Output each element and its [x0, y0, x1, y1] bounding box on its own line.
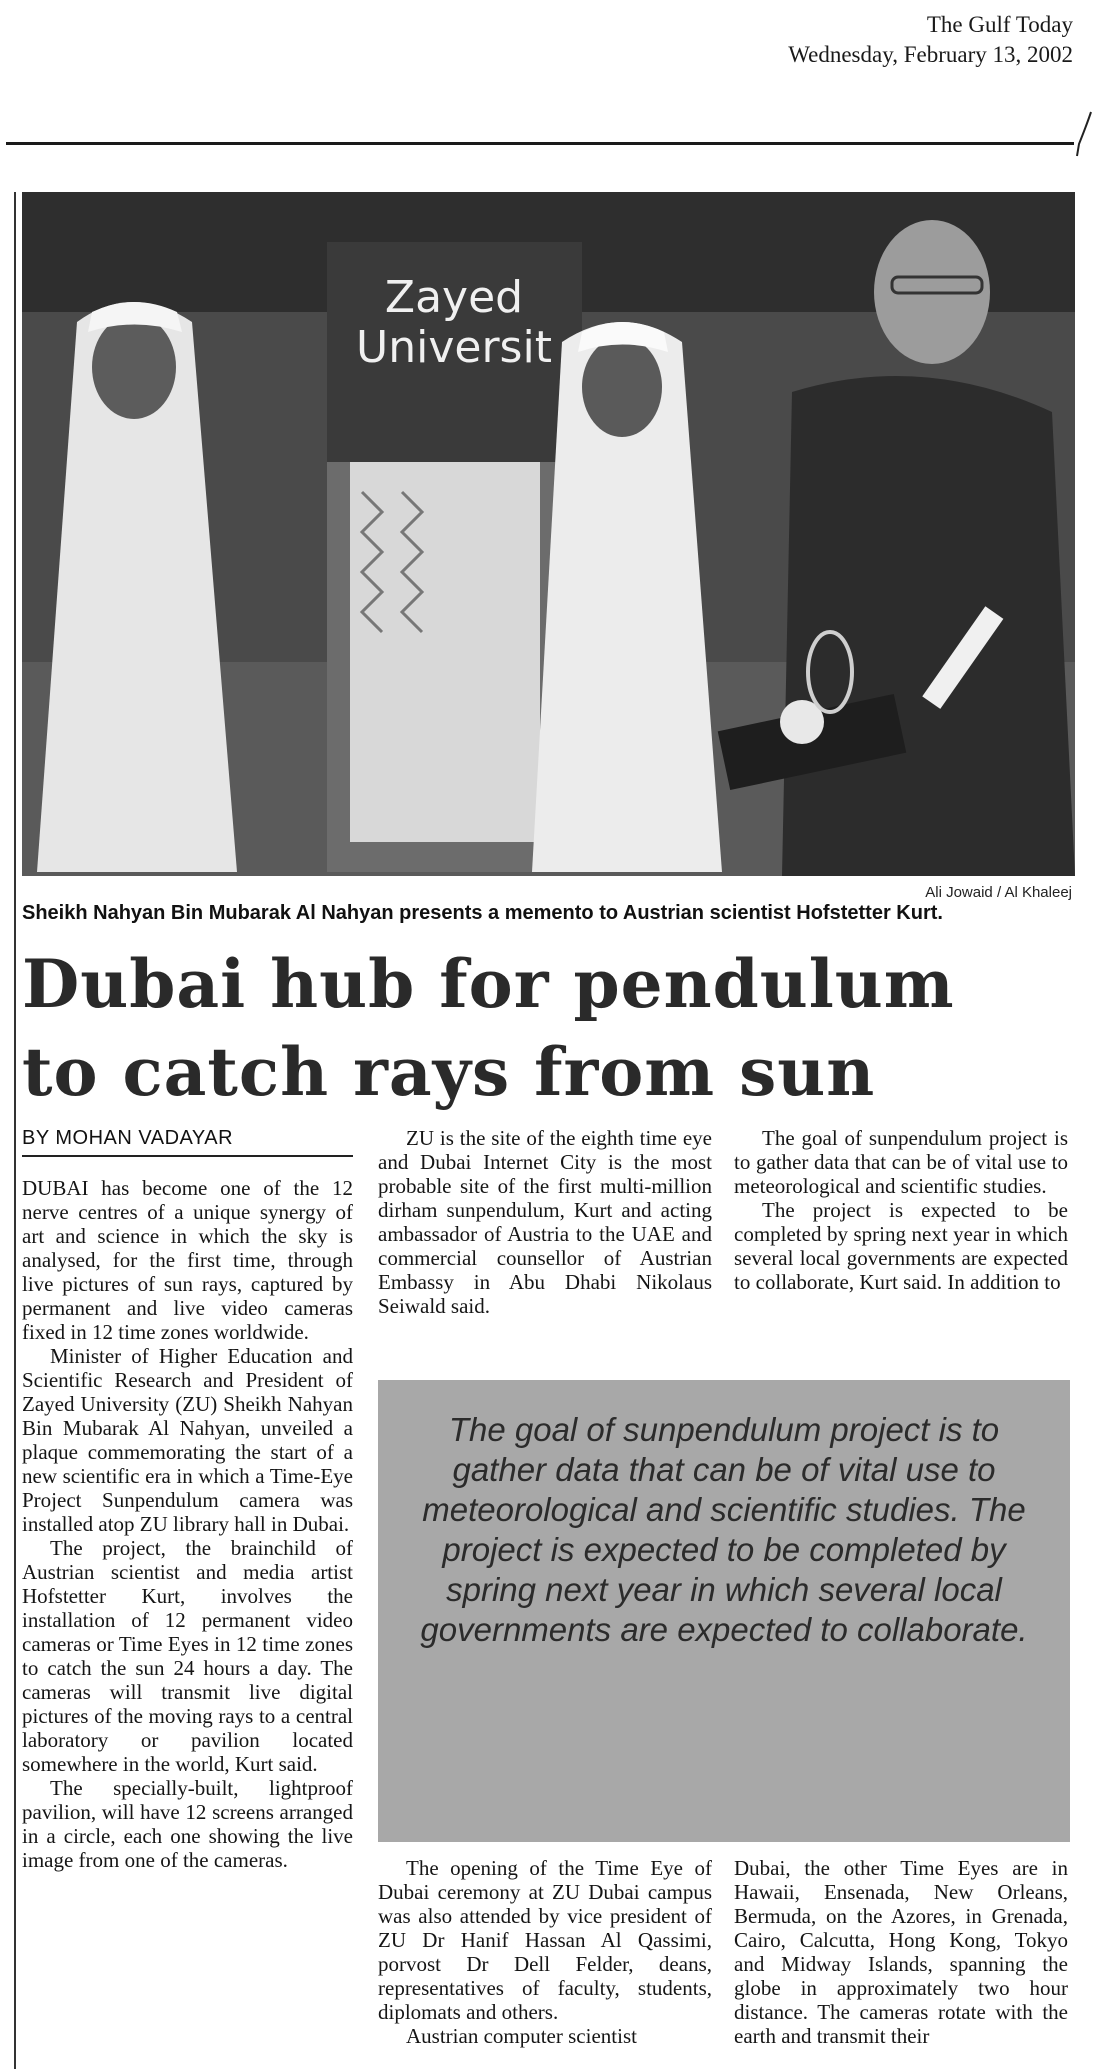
column-border [14, 192, 16, 2069]
paragraph: Austrian computer scientist [406, 2024, 637, 2048]
column-2-top [378, 1126, 712, 1318]
publication-name: The Gulf Today [926, 12, 1073, 37]
paragraph: ZU is the site of the eighth time eye and Dubai Internet City is the most probable site of the first multi-million dirham sunpendulum, Kurt and acting ambassador of Austria to the UAE and commercial counsellor of Austrian Embassy in Abu Dhabi Nikolaus Seiwald said. [378, 1126, 712, 1318]
banner-text-line2: Universit [356, 322, 552, 373]
publication-date: Wednesday, February 13, 2002 [788, 42, 1073, 67]
photo-caption: Sheikh Nahyan Bin Mubarak Al Nahyan presents a memento to Austrian scientist Hofstetter Kurt. [22, 902, 943, 924]
column-3-top [734, 1126, 1068, 1294]
pen-mark-icon [1075, 110, 1093, 158]
byline-rule [22, 1155, 353, 1157]
masthead [788, 10, 1073, 70]
paragraph: The project is expected to be completed by spring next year in which several local governments are expected to collaborate, Kurt said. In addition to [734, 1198, 1068, 1294]
paragraph: The specially-built, lightproof pavilion, will have 12 screens arranged in a circle, each one showing the live image from one of the cameras. [22, 1776, 353, 1872]
news-photo [22, 192, 1075, 876]
paragraph: Dubai, the other Time Eyes are in Hawaii, Ensenada, New Orleans, Bermuda, on the Azores, in Grenada, Cairo, Calcutta, Hong Kong, Tokyo and Midway Islands, spanning the globe in approximately two hour distance. The cameras rotate with the earth and transmit their [734, 1856, 1068, 2048]
photo-credit: Ali Jowaid / Al Khaleej [925, 884, 1072, 901]
column-3-bottom [734, 1856, 1068, 2048]
paragraph: Minister of Higher Education and Scientific Research and President of Zayed University (ZU) Sheikh Nahyan Bin Mubarak Al Nahyan, unveiled a plaque commemorating the start of a new scientific era in which a Time-Eye Project Sunpendulum camera was installed atop ZU library hall in Dubai. [22, 1344, 353, 1536]
headline [22, 940, 1075, 1116]
paragraph: The opening of the Time Eye of Dubai ceremony at ZU Dubai campus was also attended by vice president of ZU Dr Hanif Hassan Al Qassimi, porvost Dr Dell Felder, deans, representatives of faculty, students, diplomats and others. [378, 1856, 712, 2024]
pull-quote: The goal of sunpendulum project is to gather data that can be of vital use to meteorological and scientific studies. The project is expected to be completed by spring next year in which several local governments are expected to collaborate. [378, 1380, 1070, 1842]
byline: BY MOHAN VADAYAR [22, 1127, 234, 1149]
column-1 [22, 1176, 353, 1872]
headline-line-1: Dubai hub for pendulum [22, 945, 955, 1023]
paragraph: The goal of sunpendulum project is to gather data that can be of vital use to meteorological and scientific studies. [734, 1126, 1068, 1198]
header-rule [6, 142, 1074, 145]
paragraph: The project, the brainchild of Austrian scientist and media artist Hofstetter Kurt, involves the installation of 12 permanent video cameras or Time Eyes in 12 time zones to catch the sun 24 hours a day. The cameras will transmit live digital pictures of the moving rays to a central laboratory or pavilion located somewhere in the world, Kurt said. [22, 1536, 353, 1776]
banner-text-line1: Zayed [384, 272, 524, 323]
column-2-bottom [378, 1856, 712, 2048]
headline-line-2: to catch rays from sun [22, 1033, 876, 1111]
paragraph: DUBAI has become one of the 12 nerve centres of a unique synergy of art and science in which the sky is analysed, for the first time, through live pictures of sun rays, captured by permanent and live video cameras fixed in 12 time zones worldwide. [22, 1176, 353, 1344]
